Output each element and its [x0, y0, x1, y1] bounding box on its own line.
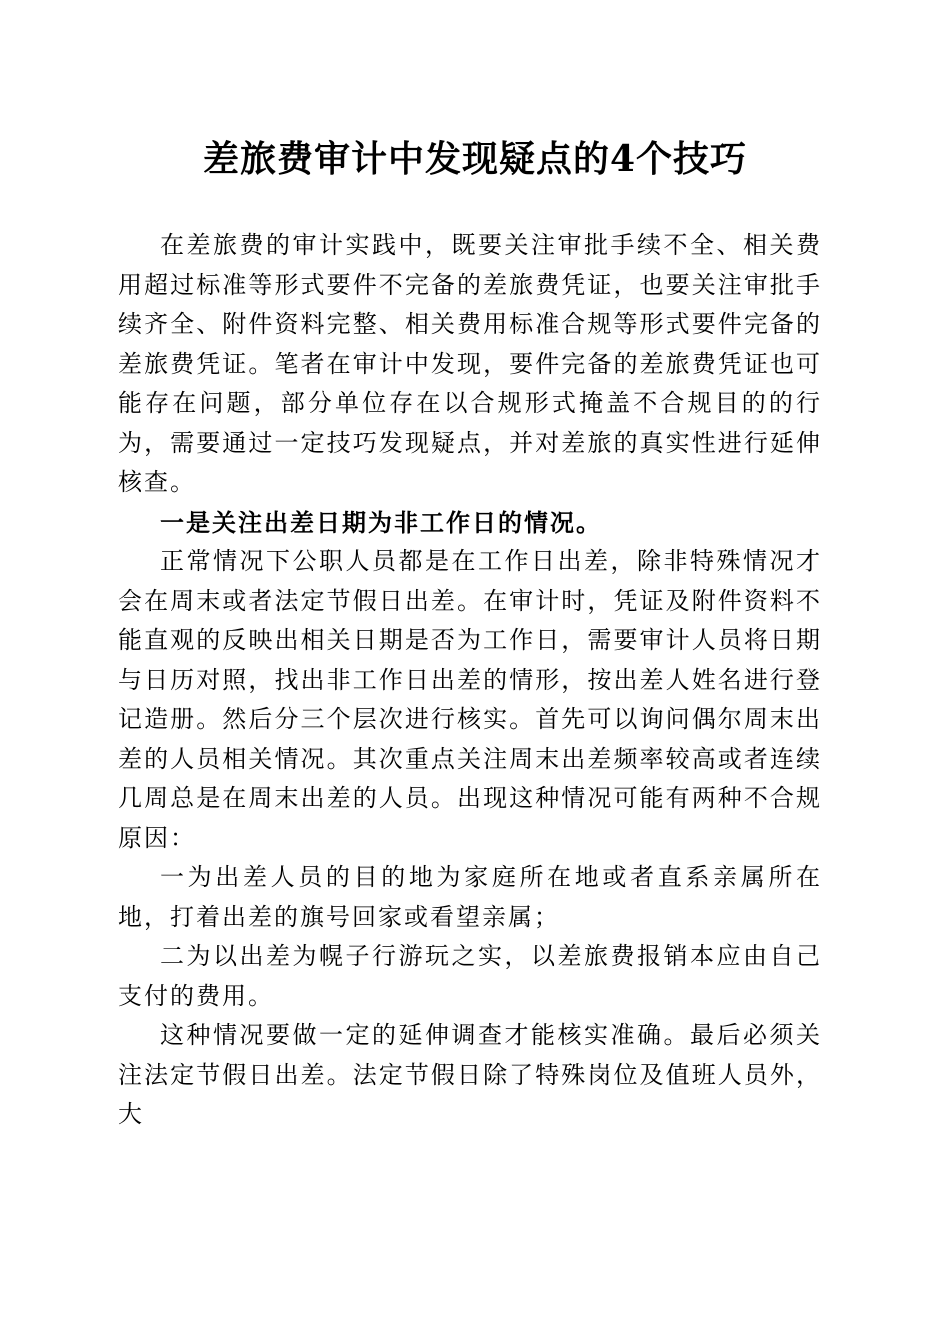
document-body	[118, 226, 822, 1135]
paragraph-non-workday: 正常情况下公职人员都是在工作日出差，除非特殊情况才会在周末或者法定节假日出差。在审计时，凭证及附件资料不能直观的反映出相关日期是否为工作日，需要审计人员将日期与日历对照，找出非工作日出差的情形，按出差人姓名进行登记造册。然后分三个层次进行核实。首先可以询问偶尔周末出差的人员相关情况。其次重点关注周末出差频率较高或者连续几周总是在周末出差的人员。出现这种情况可能有两种不合规原因：	[118, 547, 822, 852]
paragraph-holiday: 这种情况要做一定的延伸调查才能核实准确。最后必须关注法定节假日出差。法定节假日除了特殊岗位及值班人员外，大	[118, 1021, 822, 1128]
paragraph-intro: 在差旅费的审计实践中，既要关注审批手续不全、相关费用超过标准等形式要件不完备的差旅费凭证，也要关注审批手续齐全、附件资料完整、相关费用标准合规等形式要件完备的差旅费凭证。笔者在审计中发现，要件完备的差旅费凭证也可能存在问题，部分单位存在以合规形式掩盖不合规目的的行为，需要通过一定技巧发现疑点，并对差旅的真实性进行延伸核查。	[118, 231, 822, 496]
section-heading-1: 一是关注出差日期为非工作日的情况。	[160, 507, 602, 537]
paragraph-reason-1: 一为出差人员的目的地为家庭所在地或者直系亲属所在地，打着出差的旗号回家或看望亲属；	[118, 863, 822, 931]
paragraph-reason-2: 二为以出差为幌子行游玩之实，以差旅费报销本应由自己支付的费用。	[118, 942, 822, 1010]
document-title: 差旅费审计中发现疑点的4个技巧	[202, 138, 748, 180]
